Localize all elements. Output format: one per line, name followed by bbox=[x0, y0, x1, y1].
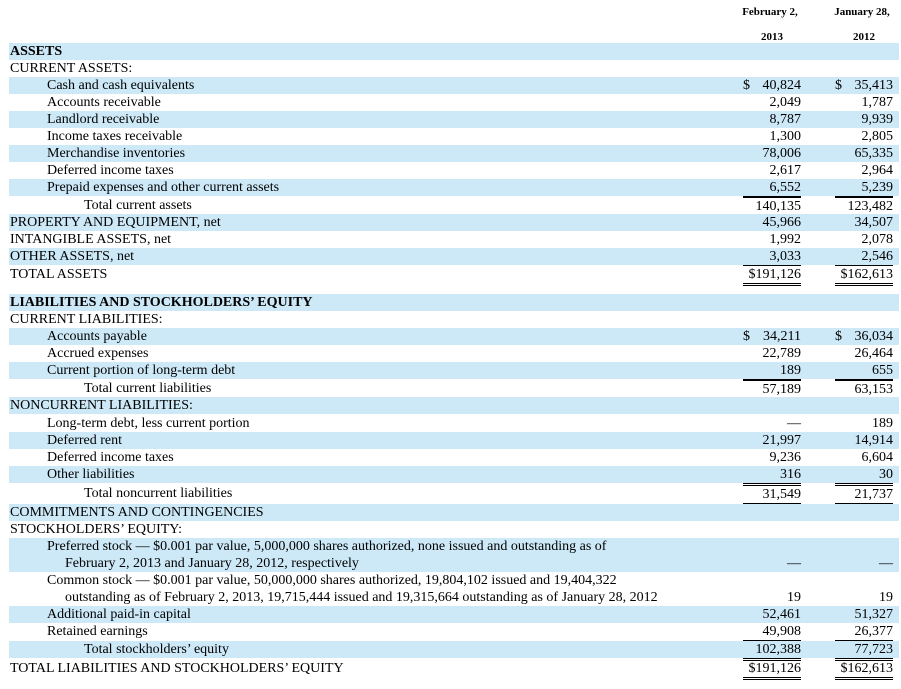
table-row bbox=[9, 641, 899, 658]
row-label: Prepaid expenses and other current assets bbox=[47, 180, 280, 195]
value-2012: 5,239 bbox=[835, 179, 893, 197]
table-row bbox=[9, 94, 899, 111]
value-2013: 31,549 bbox=[743, 485, 801, 506]
table-row bbox=[9, 572, 899, 606]
table-row bbox=[9, 214, 899, 231]
row-label: Preferred stock — $0.001 par value, 5,000,000 shares authorized, none issued and outstanding as of bbox=[47, 539, 607, 554]
value-2012: 2,964 bbox=[861, 163, 893, 178]
value-2012: 2,546 bbox=[835, 248, 893, 266]
value-2012: — bbox=[879, 556, 893, 571]
value-2013: 22,789 bbox=[762, 346, 801, 361]
value-2013: 52,461 bbox=[762, 607, 801, 622]
row-label: Retained earnings bbox=[47, 624, 148, 639]
table-row bbox=[9, 197, 899, 214]
row-label-continuation: February 2, 2013 and January 28, 2012, respectively bbox=[65, 556, 359, 571]
row-label: Merchandise inventories bbox=[47, 146, 186, 161]
value-2012: 14,914 bbox=[854, 433, 893, 448]
value-2013: 9,236 bbox=[769, 450, 801, 465]
table-row bbox=[9, 294, 899, 311]
value-2013: 6,552 bbox=[743, 179, 801, 197]
table-row bbox=[9, 77, 899, 94]
table-row bbox=[9, 248, 899, 265]
value-2013: 8,787 bbox=[769, 112, 801, 127]
table-row bbox=[9, 397, 899, 414]
value-2013: 140,135 bbox=[743, 197, 801, 215]
row-label: Accounts receivable bbox=[47, 95, 161, 110]
row-label: CURRENT LIABILITIES: bbox=[10, 312, 163, 327]
table-row bbox=[9, 623, 899, 640]
row-label: LIABILITIES AND STOCKHOLDERS’ EQUITY bbox=[10, 295, 313, 310]
row-label: Landlord receivable bbox=[47, 112, 160, 127]
value-2012: 63,153 bbox=[835, 380, 893, 398]
value-2013: 1,992 bbox=[769, 232, 801, 247]
row-label: Income taxes receivable bbox=[47, 129, 183, 144]
value-2013: 316 bbox=[743, 466, 801, 484]
table-row bbox=[9, 521, 899, 538]
value-2012: 21,737 bbox=[835, 485, 893, 506]
table-row bbox=[9, 485, 899, 502]
value-2013: 3,033 bbox=[743, 248, 801, 266]
value-2012: $ 35,413 bbox=[835, 78, 893, 93]
value-2012: 123,482 bbox=[835, 197, 893, 215]
row-label: Total current liabilities bbox=[84, 381, 212, 396]
table-row bbox=[9, 328, 899, 345]
table-row bbox=[9, 538, 899, 572]
row-label: Deferred rent bbox=[47, 433, 123, 448]
table-row bbox=[9, 380, 899, 397]
row-label: Total noncurrent liabilities bbox=[84, 486, 233, 501]
row-label: CURRENT ASSETS: bbox=[10, 61, 133, 76]
value-2013: $191,126 bbox=[743, 660, 801, 680]
table-row bbox=[9, 60, 899, 77]
row-label: NONCURRENT LIABILITIES: bbox=[10, 398, 193, 413]
row-label: Accounts payable bbox=[47, 329, 147, 344]
table-row bbox=[9, 231, 899, 248]
table-row bbox=[9, 266, 899, 283]
value-2013: $191,126 bbox=[743, 266, 801, 286]
value-2012: 51,327 bbox=[854, 607, 893, 622]
row-label: Common stock — $0.001 par value, 50,000,000 shares authorized, 19,804,102 issued and 19,404,322 bbox=[47, 573, 617, 588]
value-2013: 78,006 bbox=[762, 146, 801, 161]
value-2012: 2,078 bbox=[861, 232, 893, 247]
table-row bbox=[9, 660, 899, 677]
table-row bbox=[9, 345, 899, 362]
column-header-2013-line1: February 2, bbox=[742, 6, 798, 18]
row-label: Total stockholders’ equity bbox=[84, 642, 229, 657]
table-row bbox=[9, 311, 899, 328]
value-2012: $162,613 bbox=[835, 266, 893, 286]
value-2012: 26,377 bbox=[835, 623, 893, 641]
table-row bbox=[9, 504, 899, 521]
value-2012: 65,335 bbox=[854, 146, 893, 161]
table-row bbox=[9, 415, 899, 432]
row-label: Accrued expenses bbox=[47, 346, 149, 361]
value-2013: 2,617 bbox=[769, 163, 801, 178]
table-row bbox=[9, 111, 899, 128]
row-label: INTANGIBLE ASSETS, net bbox=[10, 232, 172, 247]
row-label: TOTAL ASSETS bbox=[10, 267, 108, 282]
table-row bbox=[9, 449, 899, 466]
row-label: Cash and cash equivalents bbox=[47, 78, 195, 93]
value-2012: 77,723 bbox=[835, 641, 893, 661]
row-label: COMMITMENTS AND CONTINGENCIES bbox=[10, 505, 264, 520]
value-2012: 30 bbox=[835, 466, 893, 484]
table-row bbox=[9, 43, 899, 60]
value-2012: 6,604 bbox=[861, 450, 893, 465]
column-header-2012-line1: January 28, bbox=[834, 6, 890, 18]
row-label: ASSETS bbox=[10, 44, 63, 59]
column-header-2012-year: 2012 bbox=[835, 31, 893, 44]
value-2012: 2,805 bbox=[861, 129, 893, 144]
row-label: TOTAL LIABILITIES AND STOCKHOLDERS’ EQUITY bbox=[10, 661, 344, 676]
row-label: Current portion of long-term debt bbox=[47, 363, 236, 378]
table-row bbox=[9, 162, 899, 179]
row-label: STOCKHOLDERS’ EQUITY: bbox=[10, 522, 183, 537]
table-row bbox=[9, 362, 899, 379]
table-row bbox=[9, 432, 899, 449]
value-2013: 102,388 bbox=[743, 641, 801, 661]
value-2012: 655 bbox=[835, 362, 893, 380]
row-label: Total current assets bbox=[84, 198, 192, 213]
table-row bbox=[9, 145, 899, 162]
value-2013: — bbox=[787, 416, 801, 431]
value-2012: $ 36,034 bbox=[835, 329, 893, 344]
value-2013: 49,908 bbox=[743, 623, 801, 641]
table-row bbox=[9, 606, 899, 623]
table-row bbox=[9, 128, 899, 145]
value-2013: 1,300 bbox=[769, 129, 801, 144]
value-2013: 19 bbox=[787, 590, 801, 605]
row-label: Other liabilities bbox=[47, 467, 135, 482]
value-2013: $ 40,824 bbox=[743, 78, 801, 93]
row-label: Long-term debt, less current portion bbox=[47, 416, 250, 431]
row-label: Additional paid-in capital bbox=[47, 607, 191, 622]
value-2013: 21,997 bbox=[762, 433, 801, 448]
value-2013: 189 bbox=[743, 362, 801, 380]
value-2012: 26,464 bbox=[854, 346, 893, 361]
row-label: OTHER ASSETS, net bbox=[10, 249, 135, 264]
value-2012: $162,613 bbox=[835, 660, 893, 680]
row-label: PROPERTY AND EQUIPMENT, net bbox=[10, 215, 221, 230]
row-label: Deferred income taxes bbox=[47, 450, 174, 465]
value-2013: — bbox=[787, 556, 801, 571]
table-row bbox=[9, 179, 899, 196]
value-2012: 189 bbox=[872, 416, 893, 431]
value-2013: $ 34,211 bbox=[743, 329, 801, 344]
value-2013: 2,049 bbox=[769, 95, 801, 110]
row-label: Deferred income taxes bbox=[47, 163, 174, 178]
row-label-continuation: outstanding as of February 2, 2013, 19,715,444 issued and 19,315,664 outstanding as of January 28, 2012 bbox=[65, 590, 658, 605]
value-2012: 1,787 bbox=[861, 95, 893, 110]
value-2012: 19 bbox=[879, 590, 893, 605]
value-2013: 57,189 bbox=[743, 380, 801, 398]
table-row bbox=[9, 466, 899, 483]
value-2012: 34,507 bbox=[854, 215, 893, 230]
value-2013: 45,966 bbox=[762, 215, 801, 230]
value-2012: 9,939 bbox=[861, 112, 893, 127]
column-header-2013-year: 2013 bbox=[743, 31, 801, 44]
